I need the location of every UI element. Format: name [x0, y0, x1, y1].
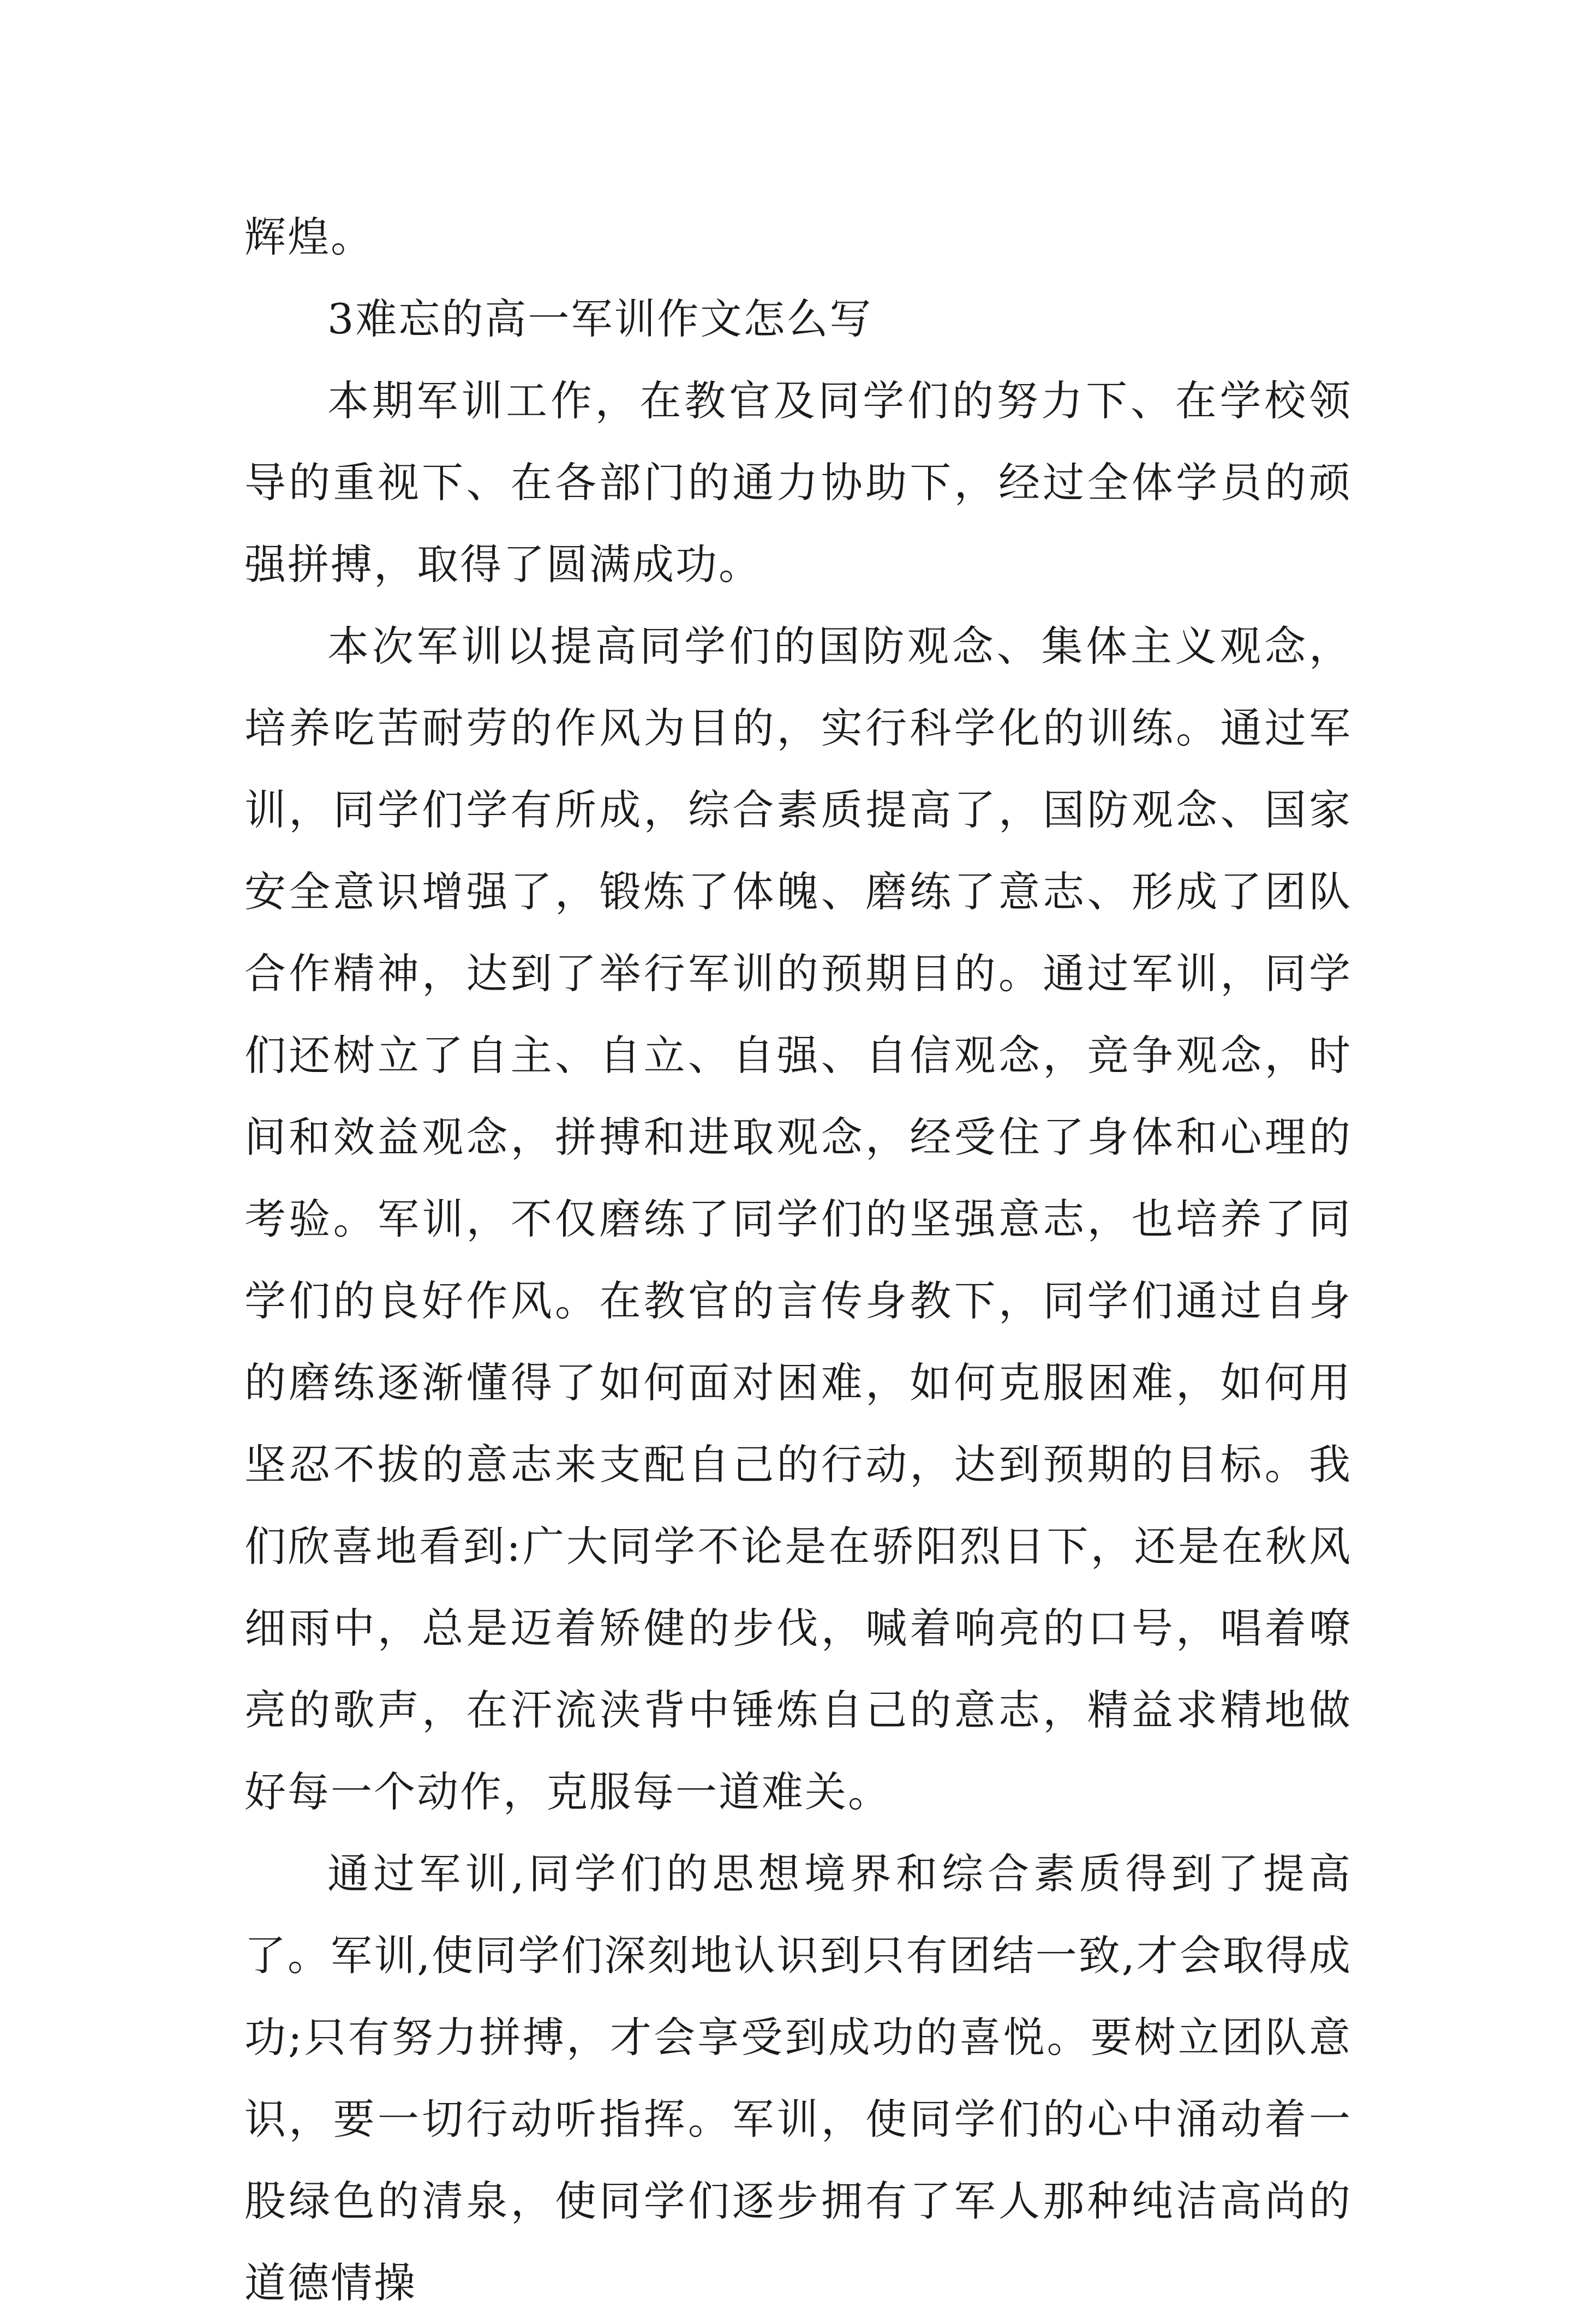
section-heading: 3难忘的高一军训作文怎么写 [327, 295, 873, 343]
paragraph-continuation: 辉煌。 [244, 213, 374, 261]
paragraph-training-goals: 本次军训以提高同学们的国防观念、集体主义观念，培养吃苦耐劳的作风为目的，实行科学化的训练。通过军训，同学们学有所成，综合素质提高了，国防观念、国家安全意识增强了，锻炼了体魄、磨练了意志、形成了团队合作精神，达到了举行军训的预期目的。通过军训，同学们还树立了自主、自立、自强、自信观念，竞争观念，时间和效益观念，拼搏和进取观念，经受住了身体和心理的考验。军训，不仅磨练了同学们的坚强意志，也培养了同学们的良好作风。在教官的言传身教下，同学们通过自身的磨练逐渐懂得了如何面对困难，如何克服困难，如何用坚忍不拔的意志来支配自己的行动，达到预期的目标。我们欣喜地看到:广大同学不论是在骄阳烈日下，还是在秋风细雨中，总是迈着矫健的步伐，喊着响亮的口号，唱着嘹亮的歌声，在汗流浃背中锤炼自己的意志，精益求精地做好每一个动作，克服每一道难关。 [244, 622, 1352, 1816]
paragraph-training-results: 通过军训,同学们的思想境界和综合素质得到了提高了。军训,使同学们深刻地认识到只有团结一致,才会取得成功;只有努力拼搏，才会享受到成功的喜悦。要树立团队意识，要一切行动听指挥。军训，使同学们的心中涌动着一股绿色的清泉，使同学们逐步拥有了军人那种纯洁高尚的道德情操 [244, 1849, 1352, 2307]
document-body [244, 196, 1352, 2324]
paragraph-intro: 本期军训工作，在教官及同学们的努力下、在学校领导的重视下、在各部门的通力协助下，经过全体学员的顽强拼搏，取得了圆满成功。 [244, 376, 1352, 589]
